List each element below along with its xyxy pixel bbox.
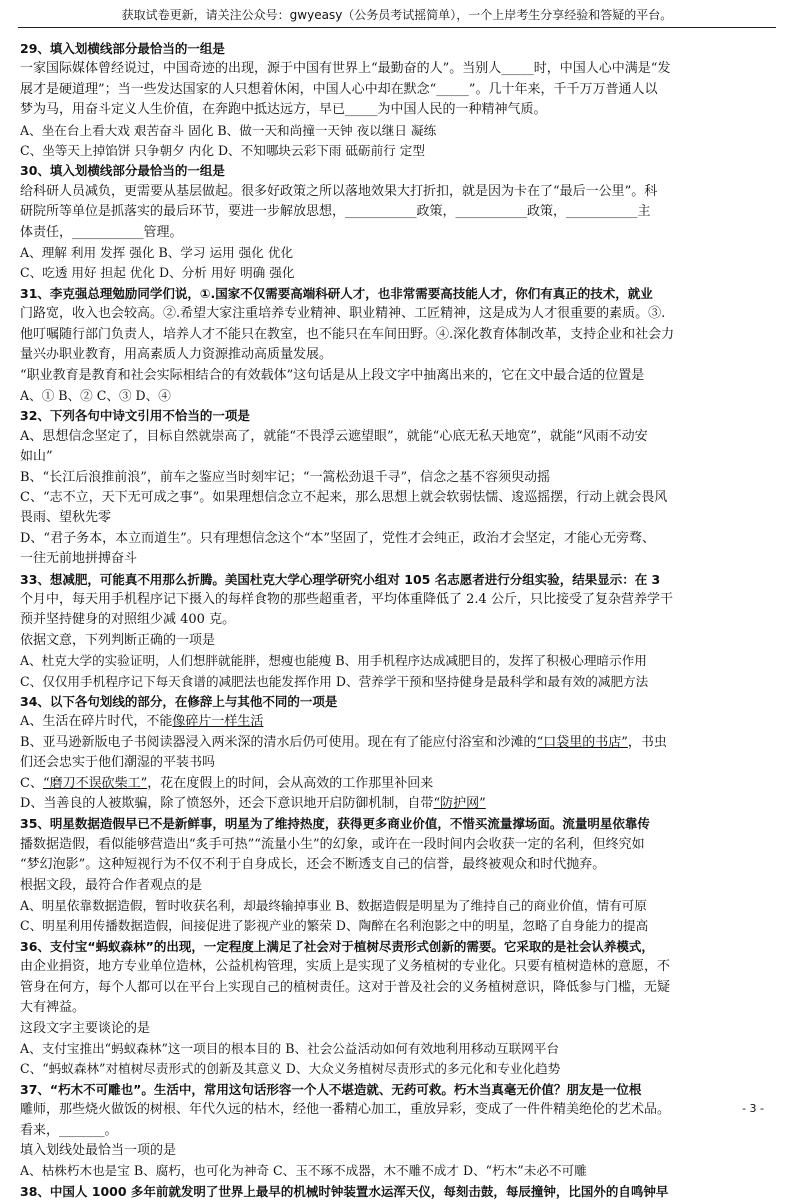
question-36-text: 大有裨益。 [20,1000,86,1016]
question-36-text: 由企业捐资，地方专业单位造林，公益机构管理，实质上是实现了义务植树的专业化。只要有植树造林的意愿，不 [20,959,671,975]
underlined-phrase: “磨刀不误砍柴工” [42,775,148,791]
option-text: C、 [20,775,43,791]
question-32-option-c: 畏雨、望秋先零 [20,510,112,526]
option-text: D、当善良的人被欺骗，除了愤怒外，还会下意识地开启防御机制，自带 [20,796,434,812]
question-30-title: 30、填入划横线部分最恰当的一组是 [20,163,225,179]
underlined-phrase: “防护网” [433,796,486,812]
question-37-text: 雕师，那些烧火做饭的树根、年代久远的枯木，经他一番精心加工，重放异彩，变成了一件件精美绝伦的艺术品。 [20,1102,671,1118]
question-35-options: C、明星利用传播数据造假，间接促进了影视产业的繁荣 D、陶醉在名利泡影之中的明星，忽略了自身能力的提高 [20,918,649,934]
option-text: ，花在度假上的时间，会从高效的工作那里补回来 [147,775,434,791]
option-text: ，书虫 [627,734,667,750]
underlined-phrase: “口袋里的书店” [536,734,628,750]
question-32-title-emphasis: 不恰当 [162,408,200,424]
question-38-title: 38、中国人 1000 多年前就发明了世界上最早的机械时钟装置水运浑天仪，每刻击鼓，每辰撞钟，比国外的自鸣钟早 [20,1183,669,1199]
question-33-options: C、仅仅用手机程序记下每天食谱的减肥法也能发挥作用 D、营养学干预和坚持健身是最科学和最有效的减肥方法 [20,673,649,689]
question-31-text: 量兴办职业教育，用高素质人力资源推动高质量发展。 [20,347,333,363]
question-35-options: A、明星依靠数据造假，暂时收获名利，却最终输掉事业 B、数据造假是明星为了维持自己的商业价值，情有可原 [20,898,647,914]
question-34-option-b: 们还会忠实于他们潮湿的平装书吗 [20,755,216,771]
question-30-options: C、吃透 用好 担起 优化 D、分析 用好 明确 强化 [20,265,295,281]
question-35-text: 根据文段，最符合作者观点的是 [20,877,203,893]
question-34-option-d [20,794,780,814]
question-32-option-a: A、思想信念坚定了，目标自然就崇高了，就能“不畏浮云遮望眼”，就能“心底无私天地宽”，就能“风雨不动安 [20,428,648,444]
question-30-text: 给科研人员减负，更需要从基层做起。很多好政策之所以落地效果大打折扣，就是因为卡在了“最后一公里”。科 [20,183,658,199]
option-text: B、亚马逊新版电子书阅读器浸入两米深的清水后仍可使用。现在有了能应付浴室和沙滩的 [20,734,537,750]
option-text: A、生活在碎片时代，不能 [20,714,173,730]
question-37-options: A、枯株朽木也是宝 B、腐朽，也可化为神奇 C、玉不琢不成器，木不雕不成才 D、“朽木”未必不可雕 [20,1163,587,1179]
question-36-text: 这段文字主要谈论的是 [20,1020,151,1036]
question-29-text: 一家国际媒体曾经说过，中国奇迹的出现，源于中国有世界上“最勤奋的人”。当别人_____时，中国人心中满是“发 [20,61,671,77]
question-34-option-c [20,774,780,794]
question-34-option-b [20,733,780,753]
question-33-text: 依据文意，下列判断正确的一项是 [20,632,216,648]
page-number: - 3 - [742,1102,764,1115]
question-31-options: A、① B、② C、③ D、④ [20,387,171,403]
question-32-option-b: B、“长江后浪推前浪”，前车之鉴应当时刻牢记；“一篙松劲退千寻”，信念之基不容须臾动摇 [20,469,551,485]
question-32-option-a: 如山” [20,449,53,465]
question-30-options: A、理解 利用 发挥 强化 B、学习 运用 强化 优化 [20,245,294,261]
question-32-option-d: 一往无前地拼搏奋斗 [20,551,138,567]
question-29-options: C、坐等天上掉馅饼 只争朝夕 内化 D、不知哪块云彩下雨 砥砺前行 定型 [20,143,425,159]
question-32-title-post: 的一项是 [199,408,250,424]
question-33-text: 个月中，每天用手机程序记下摄入的每样食物的那些超重者，平均体重降低了 2.4 公斤，只比接受了复杂营养学干 [20,591,673,607]
question-36-text: 管身在何方，每个人都可以在平台上实现自己的植树责任。这对于普及社会的义务植树意识，降低参与门槛，无疑 [20,979,671,995]
question-31-title: 31、李克强总理勉励同学们说，①.国家不仅需要高端科研人才，也非常需要高技能人才，你们有真正的技术，就业 [20,285,653,301]
question-30-text: 体责任，___________管理。 [20,224,183,240]
question-34-option-a [20,712,780,732]
question-35-text: 播数据造假，看似能够营造出“炙手可热”“流量小生”的幻象，或许在一段时间内会收获一定的名利，但终究如 [20,836,645,852]
question-29-text: 展才是硬道理”；当一些发达国家的人只想着休闲，中国人心中却在默念“_____”。几十年来，千千万万普通人以 [20,81,658,97]
question-32-option-c: C、“志不立，天下无可成之事”。如果理想信念立不起来，那么思想上就会软弱怯懦、逡巡摇摆，行动上就会畏风 [20,489,668,505]
question-34-title: 34、以下各句划线的部分，在修辞上与其他不同的一项是 [20,694,338,709]
question-29-options: A、坐在台上看大戏 艰苦奋斗 固化 B、做一天和尚撞一天钟 夜以继日 凝练 [20,122,437,138]
question-33-title: 33、想减肥，可能真不用那么折腾。美国杜克大学心理学研究小组对 105 名志愿者进行分组实验，结果显示：在 3 [20,571,661,587]
question-32-title [20,406,780,426]
question-30-text: 研院所等单位是抓落实的最后环节，要进一步解放思想，___________政策，___________政策，___________主 [20,204,651,220]
question-32-title-pre: 32、下列各句中诗文引用 [20,408,163,424]
question-36-options: C、“蚂蚁森林”对植树尽责形式的创新及其意义 D、大众义务植树尽责形式的多元化和专业化趋势 [20,1061,561,1077]
underlined-phrase: 像碎片一样生活 [172,714,264,730]
exam-content [20,39,780,1202]
page-header: 获取试卷更新，请关注公众号：gwyeasy（公务员考试摇简单），一个上岸考生分享经验和答疑的平台。 [18,6,776,28]
question-37-title: 37、“朽木不可雕也”。生活中，常用这句话形容一个人不堪造就、无药可救。朽木当真毫无价值？朋友是一位根 [20,1081,642,1097]
question-37-text: 看来，_______。 [20,1122,118,1138]
question-32-option-d: D、“君子务本，本立而道生”。只有理想信念这个“本”坚固了，党性才会纯正，政治才会坚定，才能心无旁骛、 [20,530,656,546]
question-29-title: 29、填入划横线部分最恰当的一组是 [20,41,225,56]
question-31-text: 他叮嘱随行部门负责人，培养人才不能只在教室，也不能只在车间田野。④.深化教育体制改革，支持企业和社会力 [20,326,675,342]
question-37-text: 填入划线处最恰当一项的是 [20,1142,177,1158]
question-31-text: “职业教育是教育和社会实际相结合的有效载体”这句话是从上段文字中抽离出来的，它在文中最合适的位置是 [20,367,645,383]
question-33-options: A、杜克大学的实验证明，人们想胖就能胖，想瘦也能瘦 B、用手机程序达成减肥目的，发挥了积极心理暗示作用 [20,653,647,669]
question-35-title: 35、明星数据造假早已不是新鲜事，明星为了维持热度，获得更多商业价值，不惜买流量撑场面。流量明星依靠传 [20,816,650,832]
question-33-text: 预并坚持健身的对照组少减 400 克。 [20,612,236,628]
question-36-title: 36、支付宝“蚂蚁森林”的出现，一定程度上满足了社会对于植树尽责形式创新的需要。它采取的是社会认养模式， [20,938,654,954]
question-31-text: 门路宽，收入也会较高。②.希望大家注重培养专业精神、职业精神、工匠精神，这是成为人才很重要的素质。③. [20,306,666,322]
question-36-options: A、支付宝推出“蚂蚁森林”这一项目的根本目的 B、社会公益活动如何有效地利用移动互联网平台 [20,1040,559,1056]
question-35-text: “梦幻泡影”。这种短视行为不仅不利于自身成长，还会不断透支自己的信誉，最终被观众和时代抛弃。 [20,857,606,873]
question-29-text: 梦为马，用奋斗定义人生价值，在奔跑中抵达远方，早已_____为中国人民的一种精神气质。 [20,102,547,118]
